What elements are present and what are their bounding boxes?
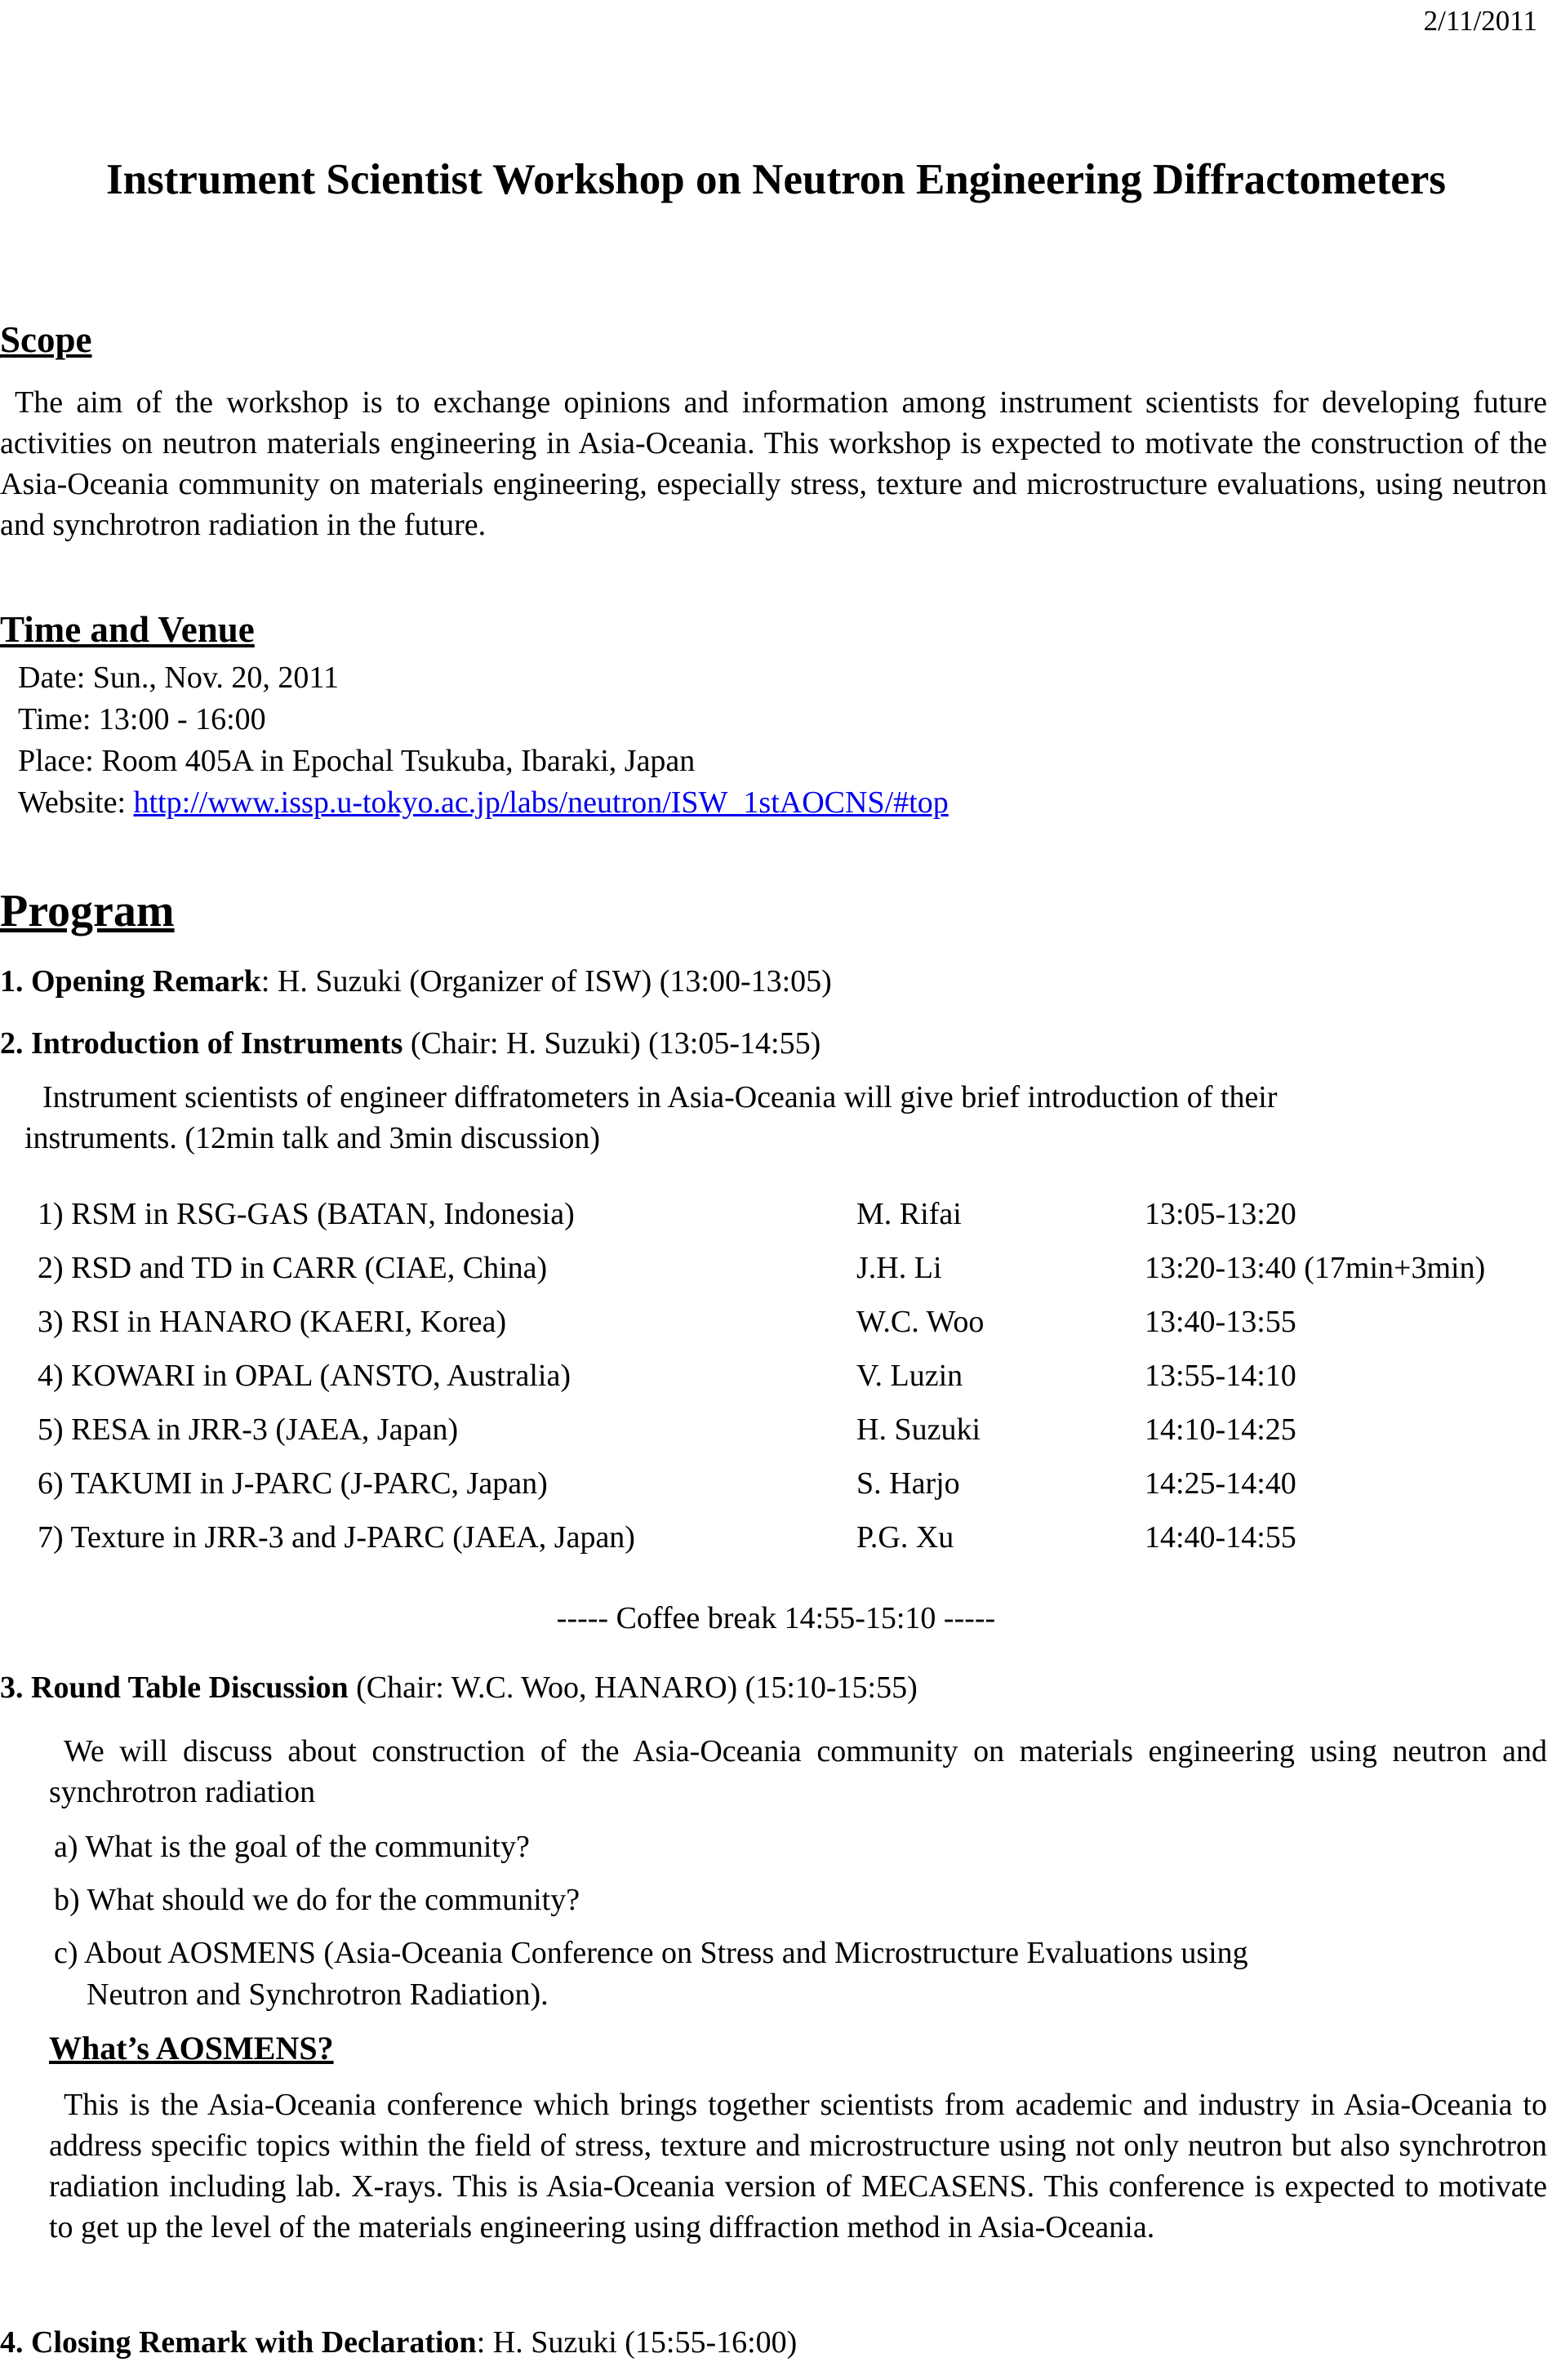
opening-details: : H. Suzuki (Organizer of ISW) (13:00-13:05) (260, 964, 832, 999)
question-c-line2: Neutron and Synchrotron Radiation). (87, 1977, 549, 2012)
round-table-desc (49, 1731, 1547, 1813)
talk-topic: 2) RSD and TD in CARR (CIAE, China) (38, 1251, 548, 1285)
talk-time: 13:05-13:20 (1145, 1197, 1296, 1231)
page-title: Instrument Scientist Workshop on Neutron Engineering Diffractometers (106, 156, 1446, 203)
talk-time: 13:40-13:55 (1145, 1305, 1296, 1339)
talk-time: 14:25-14:40 (1145, 1466, 1296, 1501)
closing-title: 4. Closing Remark with Declaration (0, 2325, 477, 2360)
website-link[interactable]: http://www.issp.u-tokyo.ac.jp/labs/neutron/ISW_1stAOCNS/#top (133, 785, 949, 820)
talk-speaker: M. Rifai (856, 1197, 962, 1231)
talk-time: 13:55-14:10 (1145, 1359, 1296, 1393)
question-a: a) What is the goal of the community? (54, 1830, 530, 1864)
question-c-line1: c) About AOSMENS (Asia-Oceania Conference on Stress and Microstructure Evaluations using (54, 1936, 1248, 1970)
scope-heading: Scope (0, 319, 92, 360)
talk-time: 14:10-14:25 (1145, 1412, 1296, 1447)
program-item-round-table (0, 1670, 918, 1706)
website-label: Website: (18, 785, 134, 820)
talk-speaker: P.G. Xu (856, 1520, 954, 1555)
round-table-details: (Chair: W.C. Woo, HANARO) (15:10-15:55) (348, 1670, 918, 1705)
document-date: 2/11/2011 (1423, 5, 1537, 37)
introduction-desc-line2: instruments. (12min talk and 3min discussion) (24, 1121, 601, 1155)
talk-speaker: V. Luzin (856, 1359, 963, 1393)
talk-time: 14:40-14:55 (1145, 1520, 1296, 1555)
program-heading: Program (0, 886, 175, 936)
program-item-closing (0, 2324, 797, 2360)
talk-topic: 6) TAKUMI in J-PARC (J-PARC, Japan) (38, 1466, 548, 1501)
coffee-break: ----- Coffee break 14:55-15:10 ----- (556, 1601, 996, 1635)
program-item-opening (0, 963, 832, 999)
whats-aosmens-paragraph (49, 2084, 1547, 2248)
opening-title: 1. Opening Remark (0, 964, 261, 999)
venue-heading: Time and Venue (0, 609, 255, 650)
whats-aosmens-heading: What’s AOSMENS? (49, 2030, 334, 2066)
question-b: b) What should we do for the community? (54, 1883, 580, 1917)
program-item-introduction (0, 1025, 820, 1061)
talk-topic: 5) RESA in JRR-3 (JAEA, Japan) (38, 1412, 459, 1447)
venue-date: Date: Sun., Nov. 20, 2011 (18, 661, 339, 695)
talk-speaker: J.H. Li (856, 1251, 942, 1285)
introduction-details: (Chair: H. Suzuki) (13:05-14:55) (402, 1026, 821, 1061)
introduction-title: 2. Introduction of Instruments (0, 1026, 403, 1061)
round-table-title: 3. Round Table Discussion (0, 1670, 349, 1705)
scope-text: The aim of the workshop is to exchange opinions and information among instrument scientists for developing future activities on neutron materials engineering in Asia-Oceania. This workshop is expected to motivate the construction of the Asia-Oceania community on materials engineering, especially stress, texture and microstructure evaluations, using neutron and synchrotron radiation in the future. (0, 385, 1547, 542)
talk-topic: 4) KOWARI in OPAL (ANSTO, Australia) (38, 1359, 571, 1393)
venue-place: Place: Room 405A in Epochal Tsukuba, Ibaraki, Japan (18, 744, 696, 778)
talk-topic: 7) Texture in JRR-3 and J-PARC (JAEA, Japan) (38, 1520, 635, 1555)
talk-speaker: S. Harjo (856, 1466, 960, 1501)
venue-time: Time: 13:00 - 16:00 (18, 702, 266, 736)
closing-details: : H. Suzuki (15:55-16:00) (476, 2325, 798, 2360)
talk-speaker: H. Suzuki (856, 1412, 981, 1447)
round-table-desc-text: We will discuss about construction of the Asia-Oceania community on materials engineering using neutron and synchrotron radiation (49, 1734, 1547, 1809)
scope-paragraph (0, 382, 1547, 545)
venue-website (18, 785, 949, 821)
talk-topic: 3) RSI in HANARO (KAERI, Korea) (38, 1305, 507, 1339)
talk-speaker: W.C. Woo (856, 1305, 985, 1339)
talk-time: 13:20-13:40 (17min+3min) (1145, 1251, 1486, 1285)
whats-aosmens-text: This is the Asia-Oceania conference which brings together scientists from academic and industry in Asia-Oceania to address specific topics within the field of stress, texture and microstructure using not only neutron but also synchrotron radiation including lab. X-rays. This is Asia-Oceania version of MECASENS. This conference is expected to motivate to get up the level of the materials engineering using diffraction method in Asia-Oceania. (49, 2088, 1547, 2244)
introduction-desc-line1: Instrument scientists of engineer diffratometers in Asia-Oceania will give brief introduction of their (42, 1080, 1278, 1114)
talk-topic: 1) RSM in RSG-GAS (BATAN, Indonesia) (38, 1197, 575, 1231)
